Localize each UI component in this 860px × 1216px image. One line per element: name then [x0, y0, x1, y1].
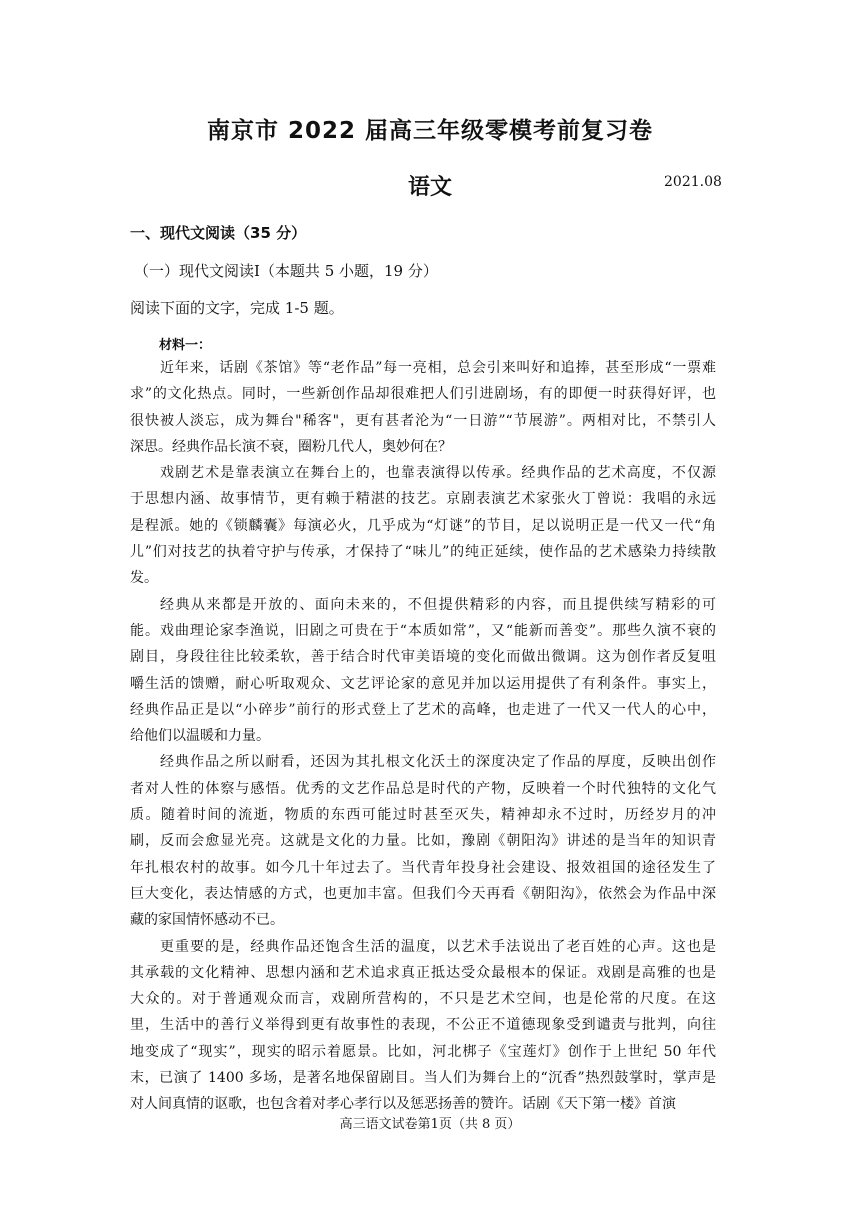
exam-title: 南京市 2022 届高三年级零模考前复习卷 — [206, 118, 654, 144]
passage-line: 儿”们对技艺的执着守护与传承，才保持了“味儿”的纯正延续，使作品的艺术感染力持续散 — [130, 544, 716, 561]
page-footer: 高三语文试卷第1页（共 8 页） — [339, 1117, 521, 1132]
passage-line: 深思。经典作品长演不衰，圈粉几代人，奥妙何在？ — [130, 438, 452, 455]
passage-line: 发。 — [130, 570, 158, 587]
exam-date: 2021.08 — [664, 174, 722, 190]
passage-line: 刷，反而会愈显光亮。这就是文化的力量。比如，豫剧《朝阳沟》讲述的是当年的知识青 — [130, 833, 716, 850]
passage-line: 剧目，身段往往比较柔软，善于结合时代审美语境的变化而做出微调。这为创作者反复咀 — [130, 649, 716, 666]
passage-line: 巨大变化，表达情感的方式，也更加丰富。但我们今天再看《朝阳沟》，依然会为作品中深 — [130, 885, 716, 902]
passage-body — [130, 355, 716, 1118]
passage-line: 年扎根农村的故事。如今几十年过去了。当代青年投身社会建设、报效祖国的途径发生了 — [130, 859, 716, 876]
passage-line: 经典作品之所以耐看，还因为其扎根文化沃土的深度决定了作品的厚度，反映出创作 — [160, 754, 716, 771]
passage-line: 近年来，话剧《茶馆》等“老作品”每一亮相，总会引来叫好和追捧，甚至形成“一票难 — [160, 360, 716, 376]
passage-line: 求”的文化热点。同时，一些新创作品却很难把人们引进剧场，有的即便一时获得好评，也 — [130, 386, 716, 403]
passage-line: 给他们以温暖和力量。 — [130, 728, 270, 745]
reading-instruction: 阅读下面的文字，完成 1-5 题。 — [130, 299, 344, 317]
passage-line: 地变成了“现实”，现实的昭示着愿景。比如，河北梆子《宝莲灯》创作于上世纪 50 年代 — [130, 1043, 716, 1060]
subject-heading: 语文 — [407, 175, 452, 200]
passage-line: 其承载的文化精神、思想内涵和艺术追求真正抵达受众最根本的保证。戏剧是高雅的也是 — [130, 964, 716, 981]
passage-line: 者对人性的体察与感悟。优秀的文艺作品总是时代的产物，反映着一个时代独特的文化气 — [130, 780, 716, 797]
passage-line: 很快被人淡忘，成为舞台"稀客"，更有甚者沦为“一日游”“节展游”。两相对比，不禁引人 — [130, 412, 716, 429]
passage-line: 于思想内涵、故事情节，更有赖于精湛的技艺。京剧表演艺术家张火丁曾说：我唱的永远 — [130, 491, 716, 508]
passage-line: 末，已演了 1400 多场，是著名地保留剧目。当人们为舞台上的“沉香”热烈鼓掌时，掌声是 — [130, 1070, 716, 1087]
material-label: 材料一： — [159, 338, 212, 353]
passage-line: 戏剧艺术是靠表演立在舞台上的，也靠表演得以传承。经典作品的艺术高度，不仅源 — [160, 465, 716, 482]
passage-line: 嚼生活的馈赠，耐心听取观众、文艺评论家的意见并加以运用提供了有利条件。事实上， — [130, 675, 716, 692]
passage-line: 经典作品正是以“小碎步”前行的形式登上了艺术的高峰，也走进了一代又一代人的心中， — [130, 701, 716, 718]
passage-line: 更重要的是，经典作品还饱含生活的温度，以艺术手法说出了老百姓的心声。这也是 — [160, 938, 716, 955]
section-heading: 一、现代文阅读（35 分） — [130, 224, 307, 242]
passage-line: 经典从来都是开放的、面向未来的，不但提供精彩的内容，而且提供续写精彩的可 — [160, 596, 716, 613]
passage-line: 对人间真情的讴歌，也包含着对孝心孝行以及惩恶扬善的赞许。话剧《天下第一楼》首演 — [130, 1096, 676, 1113]
passage-line: 能。戏曲理论家李渔说，旧剧之可贵在于“本质如常”，又“能新而善变”。那些久演不衰的 — [130, 622, 716, 639]
subsection-heading: （一）现代文阅读Ⅰ（本题共 5 小题，19 分） — [134, 262, 438, 280]
passage-line: 藏的家国情怀感动不已。 — [130, 912, 284, 929]
passage-line: 质。随着时间的流逝，物质的东西可能过时甚至灭失，精神却永不过时，历经岁月的冲 — [130, 807, 716, 824]
passage-line: 里，生活中的善行义举得到更有故事性的表现，不公正不道德现象受到谴责与批判，向往 — [130, 1017, 716, 1034]
passage-line: 大众的。对于普通观众而言，戏剧所营构的，不只是艺术空间，也是伦常的尺度。在这 — [130, 991, 716, 1008]
passage-line: 是程派。她的《锁麟囊》每演必火，几乎成为“灯谜”的节目，足以说明正是一代又一代“角 — [130, 517, 716, 534]
